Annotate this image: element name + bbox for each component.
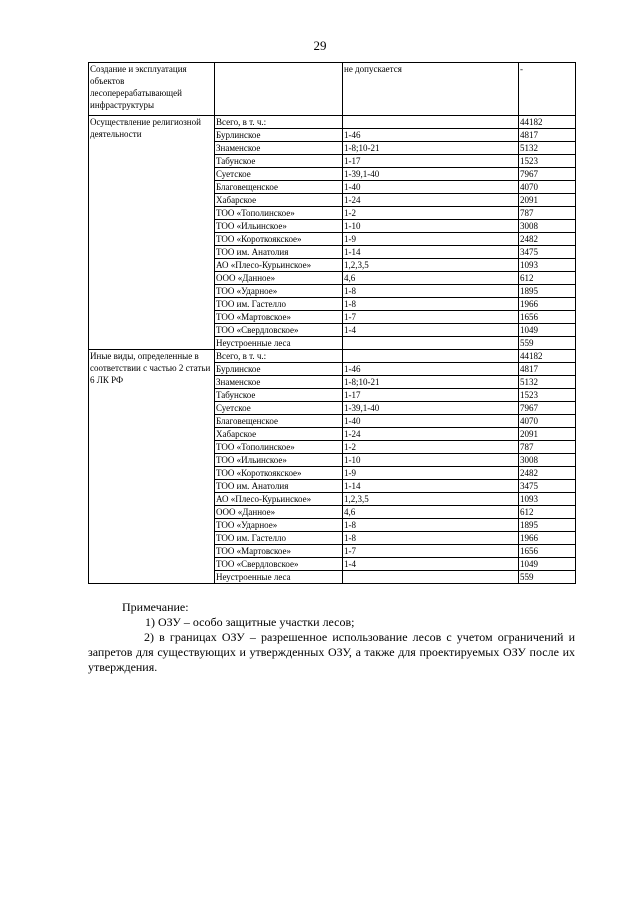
table-row bbox=[89, 350, 576, 363]
quarters-cell: 1-14 bbox=[343, 246, 519, 259]
quarters-cell: 1-46 bbox=[343, 129, 519, 142]
quarters-cell: 4,6 bbox=[343, 272, 519, 285]
district-cell: Хабарское bbox=[215, 428, 343, 441]
district-cell: ТОО «Мартовское» bbox=[215, 311, 343, 324]
area-cell: 3008 bbox=[519, 220, 576, 233]
district-cell: ТОО «Мартовское» bbox=[215, 545, 343, 558]
quarters-cell: 1-9 bbox=[343, 233, 519, 246]
quarters-cell bbox=[343, 116, 519, 129]
quarters-cell: 1-8 bbox=[343, 519, 519, 532]
area-cell: 4070 bbox=[519, 181, 576, 194]
quarters-cell: 1-8;10-21 bbox=[343, 142, 519, 155]
quarters-cell: 1-8;10-21 bbox=[343, 376, 519, 389]
area-cell: 7967 bbox=[519, 168, 576, 181]
quarters-cell: 1-9 bbox=[343, 467, 519, 480]
area-cell: - bbox=[519, 63, 576, 116]
area-cell: 1656 bbox=[519, 545, 576, 558]
district-cell bbox=[215, 63, 343, 116]
quarters-cell: 1-8 bbox=[343, 532, 519, 545]
area-cell: 612 bbox=[519, 506, 576, 519]
area-cell: 5132 bbox=[519, 376, 576, 389]
district-cell: Табунское bbox=[215, 389, 343, 402]
district-cell: ТОО «Ударное» bbox=[215, 285, 343, 298]
quarters-cell: 1-39,1-40 bbox=[343, 402, 519, 415]
area-cell: 1093 bbox=[519, 259, 576, 272]
district-cell: ООО «Данное» bbox=[215, 506, 343, 519]
area-cell: 2091 bbox=[519, 428, 576, 441]
district-cell: Неустроенные леса bbox=[215, 337, 343, 350]
district-cell: ТОО «Тополинское» bbox=[215, 207, 343, 220]
area-cell: 612 bbox=[519, 272, 576, 285]
quarters-cell: 1-2 bbox=[343, 441, 519, 454]
area-cell: 1895 bbox=[519, 285, 576, 298]
area-cell: 1093 bbox=[519, 493, 576, 506]
district-cell: Бурлинское bbox=[215, 129, 343, 142]
area-cell: 44182 bbox=[519, 116, 576, 129]
area-cell: 787 bbox=[519, 441, 576, 454]
quarters-cell: 1-14 bbox=[343, 480, 519, 493]
quarters-cell: 1-4 bbox=[343, 558, 519, 571]
area-cell: 1966 bbox=[519, 298, 576, 311]
table-row bbox=[89, 63, 576, 116]
quarters-cell: 1-7 bbox=[343, 311, 519, 324]
district-cell: АО «Плесо-Курьинское» bbox=[215, 259, 343, 272]
district-cell: Благовещенское bbox=[215, 181, 343, 194]
district-cell: ТОО «Свердловское» bbox=[215, 324, 343, 337]
quarters-cell: 4,6 bbox=[343, 506, 519, 519]
area-cell: 3475 bbox=[519, 246, 576, 259]
area-cell: 5132 bbox=[519, 142, 576, 155]
area-cell: 4817 bbox=[519, 363, 576, 376]
quarters-cell bbox=[343, 571, 519, 584]
quarters-cell: 1-39,1-40 bbox=[343, 168, 519, 181]
quarters-cell: 1-40 bbox=[343, 415, 519, 428]
district-cell: ТОО «Ильинское» bbox=[215, 454, 343, 467]
area-cell: 2482 bbox=[519, 467, 576, 480]
district-cell: Знаменское bbox=[215, 376, 343, 389]
district-cell: ТОО «Ударное» bbox=[215, 519, 343, 532]
district-cell: Суетское bbox=[215, 168, 343, 181]
table-row bbox=[89, 116, 576, 129]
district-cell: Благовещенское bbox=[215, 415, 343, 428]
area-cell: 4817 bbox=[519, 129, 576, 142]
area-cell: 1523 bbox=[519, 389, 576, 402]
quarters-cell: 1-8 bbox=[343, 285, 519, 298]
area-cell: 1049 bbox=[519, 558, 576, 571]
note-item-1: 1) ОЗУ – особо защитные участки лесов; bbox=[145, 615, 355, 629]
quarters-cell: 1,2,3,5 bbox=[343, 259, 519, 272]
quarters-cell: 1-7 bbox=[343, 545, 519, 558]
district-cell: ООО «Данное» bbox=[215, 272, 343, 285]
note-title: Примечание: bbox=[122, 600, 189, 614]
area-cell: 787 bbox=[519, 207, 576, 220]
district-cell: ТОО им. Гастелло bbox=[215, 298, 343, 311]
quarters-cell: 1,2,3,5 bbox=[343, 493, 519, 506]
page-number: 29 bbox=[313, 38, 327, 53]
quarters-cell: не допускается bbox=[343, 63, 519, 116]
area-cell: 3008 bbox=[519, 454, 576, 467]
area-cell: 2091 bbox=[519, 194, 576, 207]
district-cell: Знаменское bbox=[215, 142, 343, 155]
area-cell: 2482 bbox=[519, 233, 576, 246]
forest-use-table bbox=[88, 62, 576, 584]
area-cell: 559 bbox=[519, 337, 576, 350]
quarters-cell bbox=[343, 337, 519, 350]
note-item-2: 2) в границах ОЗУ – разрешенное использование лесов с учетом ограничений и запретов для существующих и утвержденных ОЗУ, а также для проектируемых ОЗУ после их утверждения. bbox=[88, 630, 575, 674]
district-cell: ТОО «Ильинское» bbox=[215, 220, 343, 233]
area-cell: 1656 bbox=[519, 311, 576, 324]
area-cell: 1966 bbox=[519, 532, 576, 545]
quarters-cell: 1-10 bbox=[343, 454, 519, 467]
district-cell: ТОО им. Анатолия bbox=[215, 246, 343, 259]
quarters-cell bbox=[343, 350, 519, 363]
quarters-cell: 1-46 bbox=[343, 363, 519, 376]
quarters-cell: 1-17 bbox=[343, 389, 519, 402]
area-cell: 3475 bbox=[519, 480, 576, 493]
quarters-cell: 1-4 bbox=[343, 324, 519, 337]
district-cell: Неустроенные леса bbox=[215, 571, 343, 584]
activity-cell: Осуществление религиозной деятельности bbox=[89, 116, 215, 350]
area-cell: 1523 bbox=[519, 155, 576, 168]
district-cell: Суетское bbox=[215, 402, 343, 415]
area-cell: 1049 bbox=[519, 324, 576, 337]
district-cell: Хабарское bbox=[215, 194, 343, 207]
area-cell: 559 bbox=[519, 571, 576, 584]
district-cell: ТОО «Короткоякское» bbox=[215, 467, 343, 480]
area-cell: 44182 bbox=[519, 350, 576, 363]
district-cell: Табунское bbox=[215, 155, 343, 168]
quarters-cell: 1-24 bbox=[343, 194, 519, 207]
quarters-cell: 1-10 bbox=[343, 220, 519, 233]
district-cell: ТОО «Свердловское» bbox=[215, 558, 343, 571]
area-cell: 4070 bbox=[519, 415, 576, 428]
activity-cell: Создание и эксплуатация объектов лесоперерабатывающей инфраструктуры bbox=[89, 63, 215, 116]
district-cell: ТОО «Тополинское» bbox=[215, 441, 343, 454]
district-cell: ТОО им. Анатолия bbox=[215, 480, 343, 493]
area-cell: 7967 bbox=[519, 402, 576, 415]
quarters-cell: 1-40 bbox=[343, 181, 519, 194]
district-cell: Всего, в т. ч.: bbox=[215, 350, 343, 363]
district-cell: АО «Плесо-Курьинское» bbox=[215, 493, 343, 506]
district-cell: ТОО им. Гастелло bbox=[215, 532, 343, 545]
district-cell: Всего, в т. ч.: bbox=[215, 116, 343, 129]
quarters-cell: 1-17 bbox=[343, 155, 519, 168]
area-cell: 1895 bbox=[519, 519, 576, 532]
quarters-cell: 1-24 bbox=[343, 428, 519, 441]
activity-cell: Иные виды, определенные в соответствии с частью 2 статьи 6 ЛК РФ bbox=[89, 350, 215, 584]
district-cell: Бурлинское bbox=[215, 363, 343, 376]
quarters-cell: 1-8 bbox=[343, 298, 519, 311]
district-cell: ТОО «Короткоякское» bbox=[215, 233, 343, 246]
quarters-cell: 1-2 bbox=[343, 207, 519, 220]
